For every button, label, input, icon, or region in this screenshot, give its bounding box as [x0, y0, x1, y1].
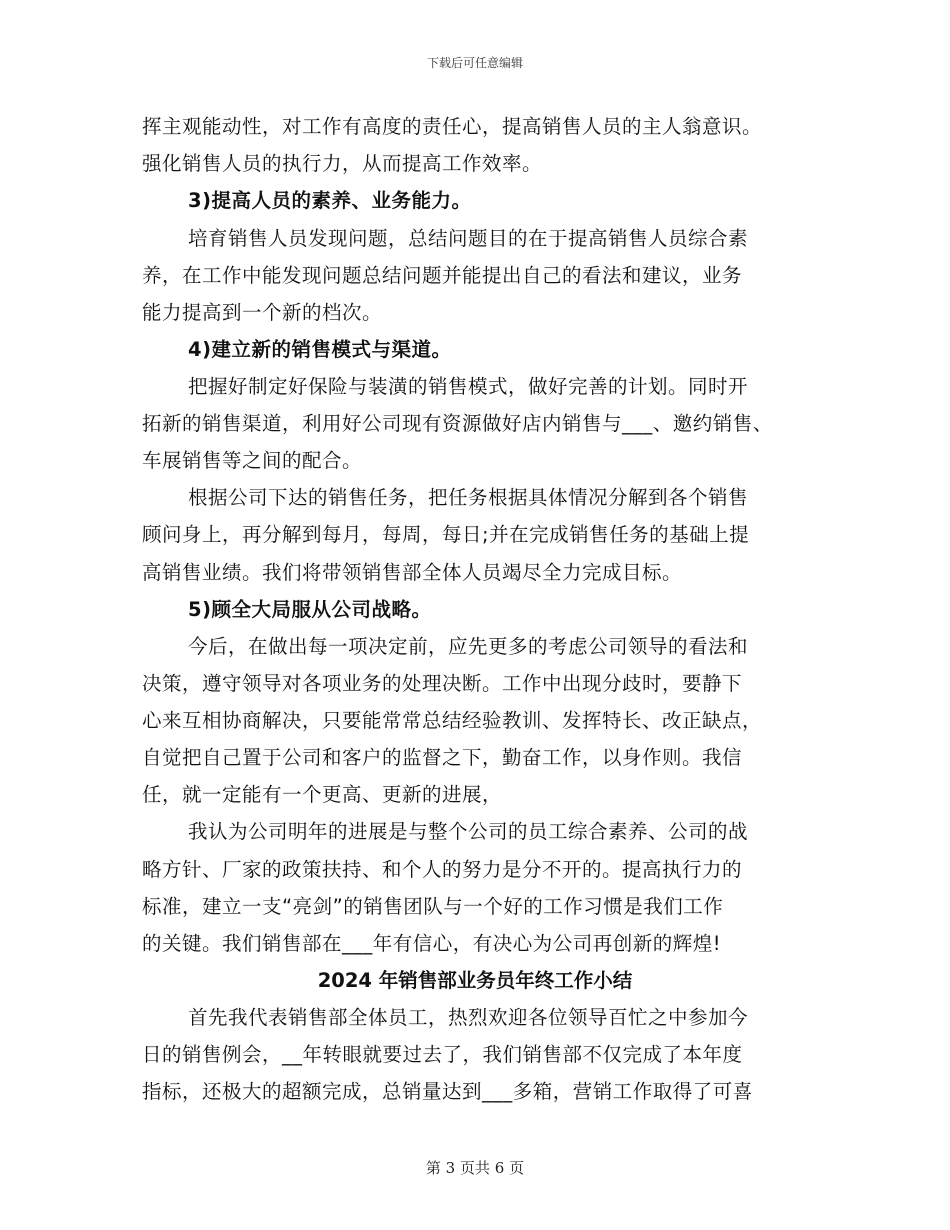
page-header: 下载后可任意编辑 — [426, 56, 523, 70]
paragraph-line: 标准，建立一支“亮剑”的销售团队与一个好的工作习惯是我们工作 — [142, 895, 724, 918]
paragraph-line: 挥主观能动性，对工作有高度的责任心，提高销售人员的主人翁意识。 — [142, 115, 763, 138]
paragraph-line: 指标，还极大的超额完成，总销量达到___多箱，营销工作取得了可喜 — [142, 1080, 753, 1103]
paragraph-line: 自觉把自己置于公司和客户的监督之下，勤奋工作，以身作则。我信 — [142, 746, 743, 769]
document-title: 2024 年销售部业务员年终工作小结 — [317, 969, 633, 992]
paragraph-line: 养，在工作中能发现问题总结问题并能提出自己的看法和建议，业务 — [142, 264, 743, 287]
paragraph-line: 高销售业绩。我们将带领销售部全体人员竭尽全力完成目标。 — [142, 561, 683, 584]
paragraph-line: 日的销售例会，__年转眼就要过去了，我们销售部不仅完成了本年度 — [142, 1043, 743, 1066]
page-footer: 第 3 页共 6 页 — [425, 1159, 525, 1177]
paragraph-line: 根据公司下达的销售任务，把任务根据具体情况分解到各个销售 — [188, 486, 749, 509]
paragraph-line: 决策，遵守领导对各项业务的处理决断。工作中出现分歧时，要静下 — [142, 672, 743, 695]
section-heading: 5)顾全大局服从公司战略。 — [188, 598, 432, 621]
paragraph-line: 培育销售人员发现问题，总结问题目的在于提高销售人员综合素 — [188, 227, 749, 250]
paragraph-line: 今后，在做出每一项决定前，应先更多的考虑公司领导的看法和 — [188, 635, 749, 658]
paragraph-line: 略方针、厂家的政策扶持、和个人的努力是分不开的。提高执行力的 — [142, 858, 743, 881]
paragraph-line: 我认为公司明年的进展是与整个公司的员工综合素养、公司的战 — [188, 820, 749, 843]
paragraph-line: 把握好制定好保险与装潢的销售模式，做好完善的计划。同时开 — [188, 375, 749, 398]
section-heading: 4)建立新的销售模式与渠道。 — [188, 338, 452, 361]
section-heading: 3)提高人员的素养、业务能力。 — [188, 189, 472, 212]
paragraph-line: 任，就一定能有一个更高、更新的进展， — [142, 783, 503, 806]
paragraph-line: 的关键。我们销售部在___年有信心，有决心为公司再创新的辉煌! — [142, 932, 722, 955]
paragraph-line: 拓新的销售渠道，利用好公司现有资源做好店内销售与___、邀约销售、 — [142, 412, 773, 435]
paragraph-line: 顾问身上，再分解到每月，每周，每日;并在完成销售任务的基础上提 — [142, 523, 750, 546]
paragraph-line: 心来互相协商解决，只要能常常总结经验教训、发挥特长、改正缺点， — [142, 709, 763, 732]
paragraph-line: 首先我代表销售部全体员工，热烈欢迎各位领导百忙之中参加今 — [188, 1006, 749, 1029]
paragraph-line: 强化销售人员的执行力，从而提高工作效率。 — [142, 152, 543, 175]
paragraph-line: 能力提高到一个新的档次。 — [142, 301, 383, 324]
paragraph-line: 车展销售等之间的配合。 — [142, 449, 363, 472]
